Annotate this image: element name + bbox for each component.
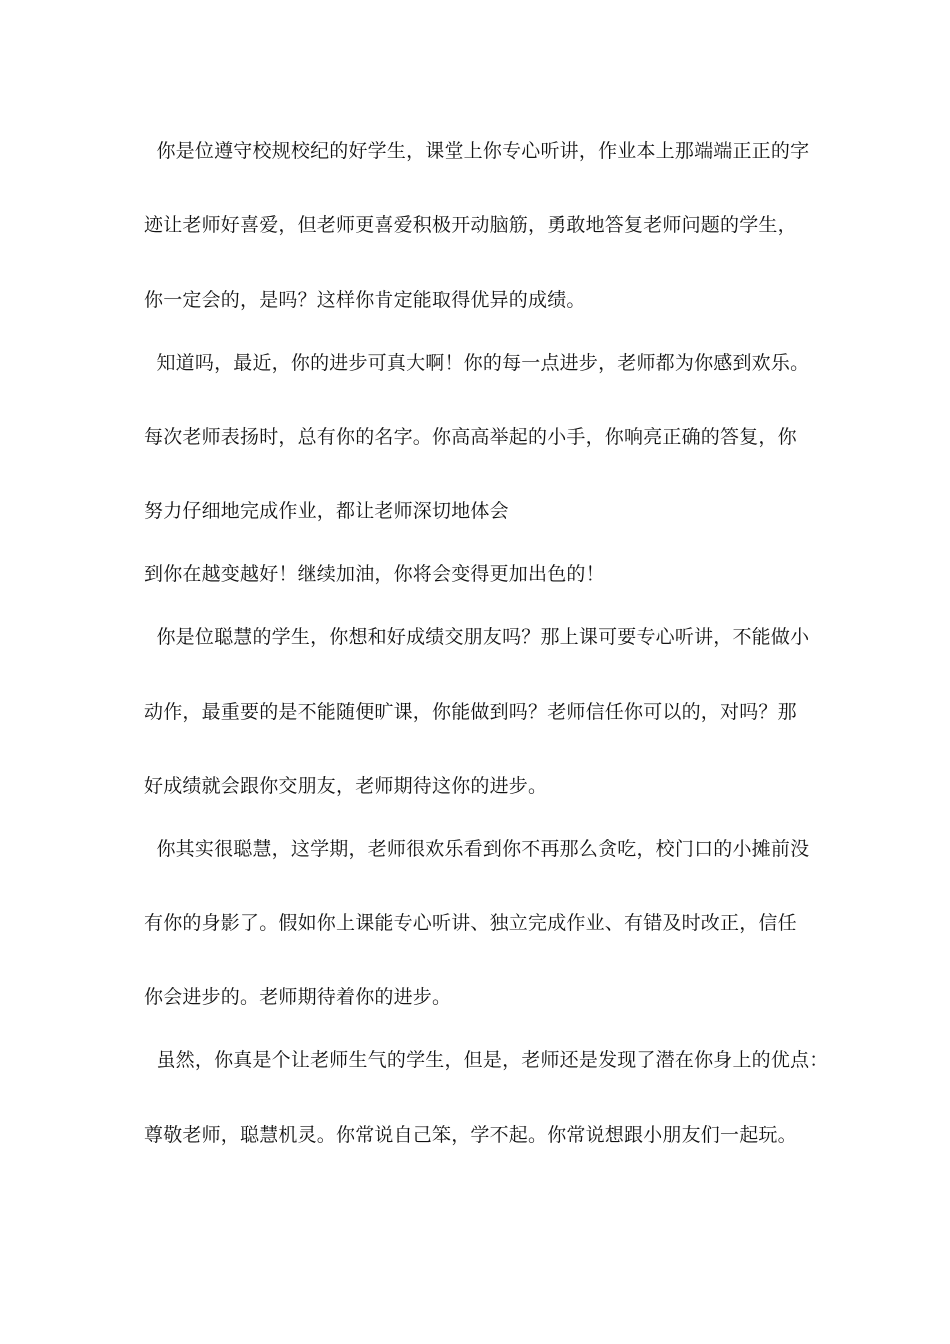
text-line: 好成绩就会跟你交朋友，老师期待这你的进步。 (144, 775, 548, 797)
text-line: 每次老师表扬时，总有你的名字。你高高举起的小手，你响亮正确的答复，你 (144, 426, 797, 448)
text-line: 你一定会的，是吗？这样你肯定能取得优异的成绩。 (144, 289, 586, 311)
text-line: 你是位聪慧的学生，你想和好成绩交朋友吗？那上课可要专心听讲，不能做小 (144, 626, 810, 648)
text-line: 动作，最重要的是不能随便旷课，你能做到吗？老师信任你可以的，对吗？那 (144, 701, 797, 723)
text-line: 努力仔细地完成作业，都让老师深切地体会 (144, 500, 509, 522)
text-line: 你是位遵守校规校纪的好学生，课堂上你专心听讲，作业本上那端端正正的字 (144, 140, 810, 162)
text-line: 知道吗，最近，你的进步可真大啊！你的每一点进步，老师都为你感到欢乐。 (144, 352, 810, 374)
text-line: 你其实很聪慧，这学期，老师很欢乐看到你不再那么贪吃，校门口的小摊前没 (144, 838, 810, 860)
text-line: 虽然，你真是个让老师生气的学生，但是，老师还是发现了潜在你身上的优点： (144, 1049, 829, 1071)
text-line: 尊敬老师，聪慧机灵。你常说自己笨，学不起。你常说想跟小朋友们一起玩。 (144, 1124, 797, 1146)
text-line: 你会进步的。老师期待着你的进步。 (144, 986, 452, 1008)
text-line: 迹让老师好喜爱，但老师更喜爱积极开动脑筋，勇敢地答复老师问题的学生， (144, 214, 797, 236)
text-line: 有你的身影了。假如你上课能专心听讲、独立完成作业、有错及时改正，信任 (144, 912, 797, 934)
text-line: 到你在越变越好！继续加油，你将会变得更加出色的！ (144, 563, 605, 585)
